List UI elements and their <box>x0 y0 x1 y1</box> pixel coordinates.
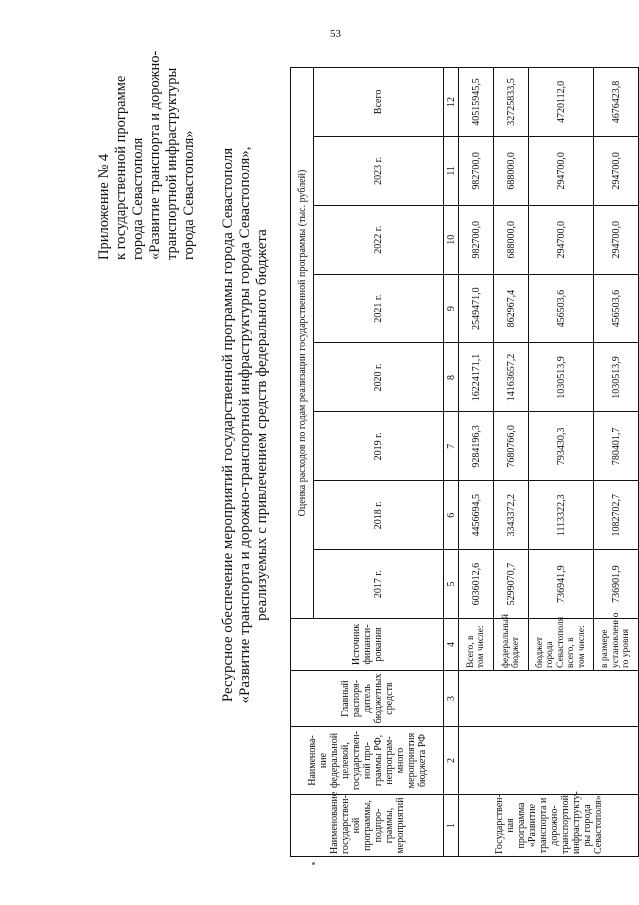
value-cell: 40515945,5 <box>459 68 494 137</box>
appendix-line: Приложение № 4 <box>96 153 112 260</box>
value-cell: 6036012,6 <box>459 550 494 619</box>
appendix-line: города Севастополя <box>130 137 146 260</box>
resource-table <box>290 67 639 857</box>
header-year: 2021 г. <box>314 274 444 343</box>
column-number: 3 <box>444 671 459 727</box>
value-cell: 862967,4 <box>494 274 529 343</box>
program-name-cell: Государствен-ная программа «Развитие транспорта и дорожно-транспортной инфраструкту-ры города Севастополя» <box>459 795 639 857</box>
value-cell: 14163657,2 <box>494 343 529 412</box>
value-cell: 688000,0 <box>494 205 529 274</box>
header-total: Всего <box>314 68 444 137</box>
appendix-line: города Севастополя» <box>181 130 197 260</box>
budget-manager-cell <box>459 671 639 727</box>
column-number: 10 <box>444 205 459 274</box>
value-cell: 1030513,9 <box>594 343 639 412</box>
header-year: 2023 г. <box>314 136 444 205</box>
column-number: 8 <box>444 343 459 412</box>
value-cell: 294700,0 <box>594 205 639 274</box>
value-cell: 4720112,0 <box>529 68 594 137</box>
page-number: 53 <box>330 28 341 40</box>
appendix-block <box>96 10 198 260</box>
value-cell: 5299070,7 <box>494 550 529 619</box>
title-line: реализуемых с привлечением средств федерального бюджета <box>254 229 270 621</box>
column-number: 9 <box>444 274 459 343</box>
value-cell: 4676423,8 <box>594 68 639 137</box>
header-budget-manager: Главный распоря-дитель бюджетных средств <box>291 671 444 727</box>
header-year: 2019 г. <box>314 412 444 481</box>
value-cell: 294700,0 <box>529 205 594 274</box>
column-number: 1 <box>444 795 459 857</box>
appendix-line: к государственной программе <box>113 75 129 260</box>
source-cell: в размере установленно го уровня <box>594 619 639 671</box>
title-line: «Развитие транспорта и дорожно-транспортной инфраструктуры города Севастополя», <box>237 146 253 704</box>
column-number: 2 <box>444 727 459 795</box>
header-year: 2017 г. <box>314 550 444 619</box>
header-row <box>291 68 314 857</box>
value-cell: 982700,0 <box>459 205 494 274</box>
header-federal-program: Наименова-ние федеральной целевой, государствен-ной про-граммы РФ, непрограм-много мероприятия бюджета РФ <box>291 727 444 795</box>
appendix-line: «Развитие транспорта и дорожно- <box>147 50 163 260</box>
header-year: 2022 г. <box>314 205 444 274</box>
value-cell: 780401,7 <box>594 412 639 481</box>
value-cell: 9284196,3 <box>459 412 494 481</box>
value-cell: 736901,9 <box>594 550 639 619</box>
header-program-name: Наименование государствен-ной программы, подпро-граммы, мероприятий <box>291 795 444 857</box>
value-cell: 32725833,5 <box>494 68 529 137</box>
appendix-line: транспортной инфраструктуры <box>164 67 180 260</box>
value-cell: 456503,6 <box>529 274 594 343</box>
column-number: 4 <box>444 619 459 671</box>
value-cell: 294700,0 <box>594 136 639 205</box>
value-cell: 1082702,7 <box>594 481 639 550</box>
table-row <box>459 68 494 857</box>
header-year: 2020 г. <box>314 343 444 412</box>
value-cell: 294700,0 <box>529 136 594 205</box>
value-cell: 7680766,0 <box>494 412 529 481</box>
column-number: 6 <box>444 481 459 550</box>
value-cell: 982700,0 <box>459 136 494 205</box>
column-number-row <box>444 68 459 857</box>
column-number: 12 <box>444 68 459 137</box>
source-cell: Всего, в том числе: <box>459 619 494 671</box>
column-number: 5 <box>444 550 459 619</box>
value-cell: 456503,6 <box>594 274 639 343</box>
source-cell: федеральный бюджет <box>494 619 529 671</box>
document-title <box>220 95 271 755</box>
value-cell: 1030513,9 <box>529 343 594 412</box>
title-line: Ресурсное обеспечение мероприятий государственной программы города Севастополя <box>220 147 236 703</box>
column-number: 11 <box>444 136 459 205</box>
header-estimate: Оценка расходов по годам реализации государственной программы (тыс. рублей) <box>291 68 314 619</box>
header-year: 2018 г. <box>314 481 444 550</box>
value-cell: 1113322,3 <box>529 481 594 550</box>
value-cell: 16224171,1 <box>459 343 494 412</box>
source-cell: бюджет города Севастополя всего, в том числе: <box>529 619 594 671</box>
value-cell: 688000,0 <box>494 136 529 205</box>
column-number: 7 <box>444 412 459 481</box>
value-cell: 4456694,5 <box>459 481 494 550</box>
header-funding-source: Источник финанси-рования <box>291 619 444 671</box>
value-cell: 2549471,0 <box>459 274 494 343</box>
value-cell: 3343372,2 <box>494 481 529 550</box>
scan-speck <box>312 862 315 865</box>
federal-program-cell <box>459 727 639 795</box>
value-cell: 793430,3 <box>529 412 594 481</box>
value-cell: 736941,9 <box>529 550 594 619</box>
